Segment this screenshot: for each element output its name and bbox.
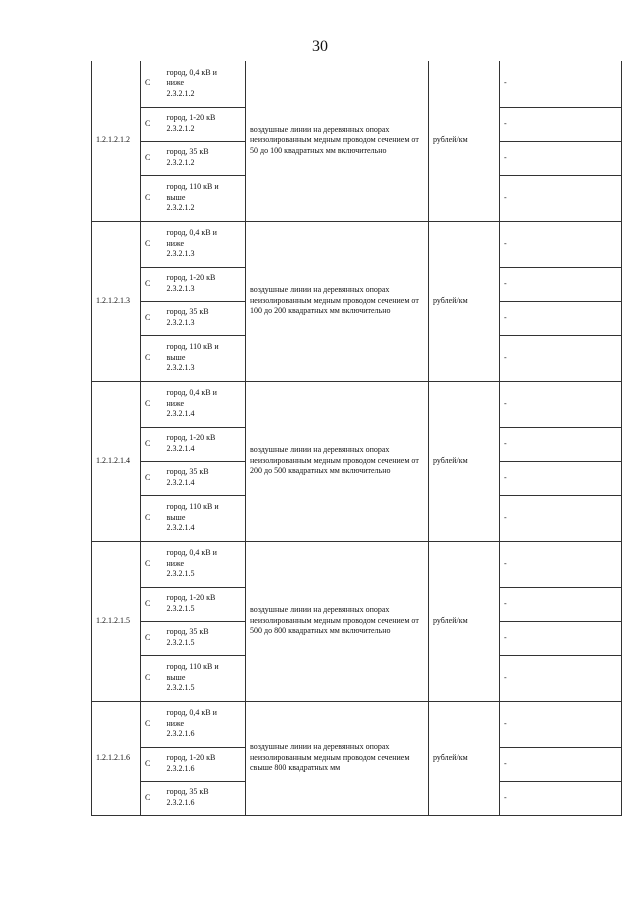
- voltage-level-text: город, 35 кВ: [166, 307, 209, 317]
- category-cell: С: [141, 221, 163, 267]
- category-cell: С: [141, 267, 163, 301]
- description-cell: воздушные линии на деревянных опорах неизолированным медным проводом сечением от 500 до 800 квадратных мм включительно: [246, 541, 429, 701]
- voltage-level-text: город, 110 кВ и: [166, 501, 219, 511]
- row-code: 2.3.2.1.3: [166, 363, 195, 373]
- row-code: 2.3.2.1.5: [166, 569, 195, 579]
- voltage-level-text: выше: [166, 512, 186, 522]
- group-code-cell: 1.2.1.2.1.2: [92, 61, 141, 221]
- voltage-level-cell: [163, 175, 246, 221]
- value-cell: -: [500, 267, 622, 301]
- row-code: 2.3.2.1.3: [166, 284, 195, 293]
- voltage-level-text: выше: [166, 352, 186, 362]
- row-code: 2.3.2.1.6: [166, 798, 195, 807]
- voltage-level-text: ниже: [166, 78, 185, 88]
- value-cell: -: [500, 221, 622, 267]
- category-cell: С: [141, 107, 163, 141]
- voltage-level-text: город, 0,4 кВ и: [166, 547, 217, 557]
- voltage-level-cell: [163, 301, 246, 335]
- voltage-level-cell: [163, 621, 246, 655]
- row-code: 2.3.2.1.5: [166, 638, 195, 647]
- voltage-level-text: город, 35 кВ: [166, 627, 209, 637]
- voltage-level-cell: [163, 495, 246, 541]
- table-row: [92, 61, 622, 107]
- row-code: 2.3.2.1.3: [166, 318, 195, 327]
- voltage-level-cell: [163, 747, 246, 781]
- voltage-level-text: город, 1-20 кВ: [166, 273, 216, 283]
- category-cell: С: [141, 781, 163, 815]
- value-cell: -: [500, 175, 622, 221]
- value-cell: -: [500, 541, 622, 587]
- category-cell: С: [141, 301, 163, 335]
- category-cell: С: [141, 747, 163, 781]
- description-cell: воздушные линии на деревянных опорах неизолированным медным проводом сечением от 200 до 500 квадратных мм включительно: [246, 381, 429, 541]
- voltage-level-text: город, 35 кВ: [166, 787, 209, 797]
- category-cell: С: [141, 621, 163, 655]
- voltage-level-cell: [163, 461, 246, 495]
- voltage-level-cell: [163, 587, 246, 621]
- voltage-level-text: город, 35 кВ: [166, 147, 209, 157]
- row-code: 2.3.2.1.2: [166, 89, 195, 99]
- voltage-level-text: город, 0,4 кВ и: [166, 67, 217, 77]
- value-cell: -: [500, 107, 622, 141]
- group-code-cell: 1.2.1.2.1.3: [92, 221, 141, 381]
- voltage-level-text: город, 110 кВ и: [166, 181, 219, 191]
- voltage-level-text: ниже: [166, 718, 185, 728]
- voltage-level-text: город, 0,4 кВ и: [166, 227, 217, 237]
- value-cell: -: [500, 461, 622, 495]
- voltage-level-cell: [163, 335, 246, 381]
- voltage-level-text: город, 35 кВ: [166, 467, 209, 477]
- category-cell: С: [141, 655, 163, 701]
- value-cell: -: [500, 381, 622, 427]
- value-cell: -: [500, 141, 622, 175]
- voltage-level-cell: [163, 221, 246, 267]
- category-cell: С: [141, 61, 163, 107]
- voltage-level-text: город, 110 кВ и: [166, 341, 219, 351]
- category-cell: С: [141, 141, 163, 175]
- category-cell: С: [141, 427, 163, 461]
- unit-cell: рублей/км: [429, 221, 500, 381]
- row-code: 2.3.2.1.4: [166, 409, 195, 419]
- category-cell: С: [141, 381, 163, 427]
- unit-cell: рублей/км: [429, 61, 500, 221]
- table-row: [92, 701, 622, 747]
- description-cell: воздушные линии на деревянных опорах неизолированным медным проводом сечением от 50 до 100 квадратных мм включительно: [246, 61, 429, 221]
- voltage-level-cell: [163, 61, 246, 107]
- voltage-level-cell: [163, 655, 246, 701]
- value-cell: -: [500, 427, 622, 461]
- table-row: [92, 221, 622, 267]
- page-number: 30: [312, 38, 328, 55]
- voltage-level-cell: [163, 107, 246, 141]
- voltage-level-text: город, 1-20 кВ: [166, 753, 216, 763]
- voltage-level-cell: [163, 381, 246, 427]
- value-cell: -: [500, 587, 622, 621]
- tariff-table: [91, 61, 622, 816]
- row-code: 2.3.2.1.6: [166, 729, 195, 739]
- description-cell: воздушные линии на деревянных опорах неизолированным медным проводом сечением от 100 до 200 квадратных мм включительно: [246, 221, 429, 381]
- row-code: 2.3.2.1.2: [166, 158, 195, 167]
- voltage-level-cell: [163, 267, 246, 301]
- voltage-level-text: ниже: [166, 558, 185, 568]
- unit-cell: рублей/км: [429, 381, 500, 541]
- voltage-level-text: ниже: [166, 398, 185, 408]
- voltage-level-text: ниже: [166, 238, 185, 248]
- category-cell: С: [141, 335, 163, 381]
- row-code: 2.3.2.1.2: [166, 124, 195, 133]
- row-code: 2.3.2.1.4: [166, 523, 195, 533]
- voltage-level-cell: [163, 427, 246, 461]
- voltage-level-text: город, 1-20 кВ: [166, 433, 216, 443]
- value-cell: -: [500, 301, 622, 335]
- value-cell: -: [500, 621, 622, 655]
- row-code: 2.3.2.1.4: [166, 478, 195, 487]
- category-cell: С: [141, 701, 163, 747]
- voltage-level-text: город, 0,4 кВ и: [166, 707, 217, 717]
- category-cell: С: [141, 461, 163, 495]
- voltage-level-cell: [163, 781, 246, 815]
- voltage-level-text: город, 110 кВ и: [166, 661, 219, 671]
- unit-cell: рублей/км: [429, 701, 500, 815]
- group-code-cell: 1.2.1.2.1.4: [92, 381, 141, 541]
- voltage-level-cell: [163, 701, 246, 747]
- row-code: 2.3.2.1.6: [166, 764, 195, 773]
- tariff-table-body: [92, 61, 622, 815]
- value-cell: -: [500, 655, 622, 701]
- group-code-cell: 1.2.1.2.1.5: [92, 541, 141, 701]
- value-cell: -: [500, 701, 622, 747]
- row-code: 2.3.2.1.3: [166, 249, 195, 259]
- value-cell: -: [500, 747, 622, 781]
- group-code-cell: 1.2.1.2.1.6: [92, 701, 141, 815]
- voltage-level-text: город, 1-20 кВ: [166, 113, 216, 123]
- value-cell: -: [500, 781, 622, 815]
- unit-cell: рублей/км: [429, 541, 500, 701]
- value-cell: -: [500, 335, 622, 381]
- value-cell: -: [500, 495, 622, 541]
- value-cell: -: [500, 61, 622, 107]
- category-cell: С: [141, 587, 163, 621]
- row-code: 2.3.2.1.5: [166, 683, 195, 693]
- voltage-level-cell: [163, 541, 246, 587]
- voltage-level-text: выше: [166, 672, 186, 682]
- voltage-level-text: выше: [166, 192, 186, 202]
- table-row: [92, 381, 622, 427]
- category-cell: С: [141, 495, 163, 541]
- row-code: 2.3.2.1.5: [166, 604, 195, 613]
- category-cell: С: [141, 175, 163, 221]
- row-code: 2.3.2.1.4: [166, 444, 195, 453]
- description-cell: воздушные линии на деревянных опорах неизолированным медным проводом сечением свыше 800 квадратных мм: [246, 701, 429, 815]
- table-row: [92, 541, 622, 587]
- row-code: 2.3.2.1.2: [166, 203, 195, 213]
- voltage-level-cell: [163, 141, 246, 175]
- voltage-level-text: город, 1-20 кВ: [166, 593, 216, 603]
- category-cell: С: [141, 541, 163, 587]
- voltage-level-text: город, 0,4 кВ и: [166, 387, 217, 397]
